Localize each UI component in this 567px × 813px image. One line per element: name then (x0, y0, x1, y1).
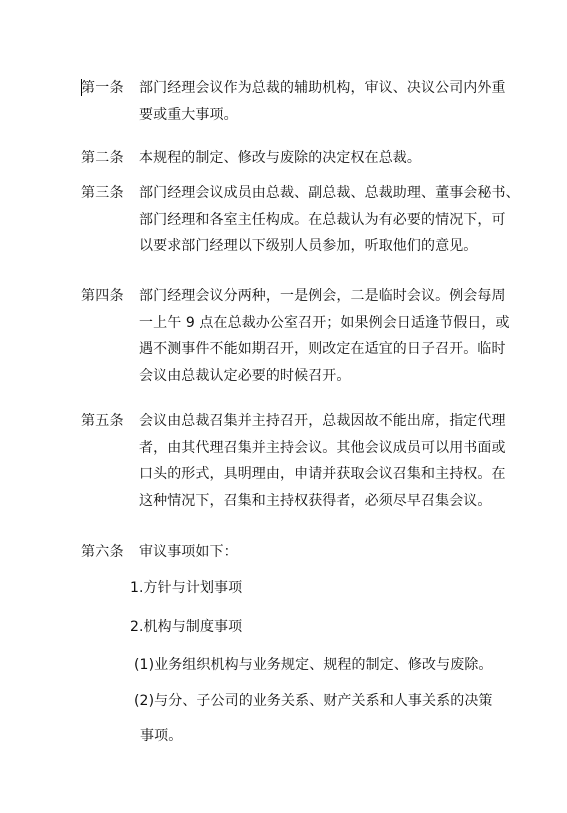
article-text (139, 180, 520, 260)
article-label: 第四条 (81, 288, 124, 304)
sub-item-line: (2)与分、子公司的业务关系、财产关系和人事关系的决策 (134, 693, 493, 709)
sub-item-2 (134, 688, 499, 749)
article-line: 部门经理会议成员由总裁、副总裁、总裁助理、董事会秘书、 (139, 185, 520, 201)
article-line: 部门经理和各室主任构成。在总裁认为有必要的情况下，可 (139, 211, 506, 228)
article-line: 会议由总裁召集并主持召开，总裁因故不能出席，指定代理 (139, 413, 506, 429)
article-line: 本规程的制定、修改与废除的决定权在总裁。 (139, 150, 421, 166)
article-text (139, 75, 506, 128)
list-item-organization-systems: 2.机构与制度事项 (130, 619, 243, 635)
article-line: 这种情况下，召集和主持权获得者，必须尽早召集会议。 (139, 492, 492, 509)
article-line: 要或重大事项。 (139, 106, 238, 123)
article-line: 审议事项如下： (139, 544, 238, 560)
article-line: 口头的形式，具明理由，申请并获取会议召集和主持权。在 (139, 466, 506, 482)
sub-item-1: (1)业务组织机构与业务规定、规程的制定、修改与废除。 (134, 657, 493, 673)
article-label: 第三条 (81, 185, 124, 201)
article-text (139, 145, 491, 172)
list-item-policy-planning: 1.方针与计划事项 (130, 580, 243, 596)
article-line: 一上午 9 点在总裁办公室召开；如果例会日适逢节假日，或 (139, 314, 510, 331)
article-label: 第六条 (81, 544, 124, 560)
article-label: 第五条 (81, 413, 124, 429)
article-line: 会议由总裁认定必要的时候召开。 (139, 367, 351, 384)
article-line: 者，由其代理召集并主持会议。其他会议成员可以用书面或 (139, 439, 506, 456)
article-label: 第一条 (81, 80, 124, 96)
article-line: 部门经理会议分两种，一是例会，二是临时会议。例会每周 (139, 288, 506, 304)
article-text (139, 408, 506, 514)
article-text (139, 539, 491, 566)
sub-item-line: 事项。 (140, 727, 183, 744)
article-line: 遇不测事件不能如期召开，则改定在适宜的日子召开。临时 (139, 341, 506, 357)
article-text (139, 283, 510, 389)
article-label: 第二条 (81, 150, 124, 166)
article-line: 以要求部门经理以下级别人员参加，听取他们的意见。 (139, 238, 478, 254)
article-line: 部门经理会议作为总裁的辅助机构，审议、决议公司内外重 (139, 80, 506, 96)
